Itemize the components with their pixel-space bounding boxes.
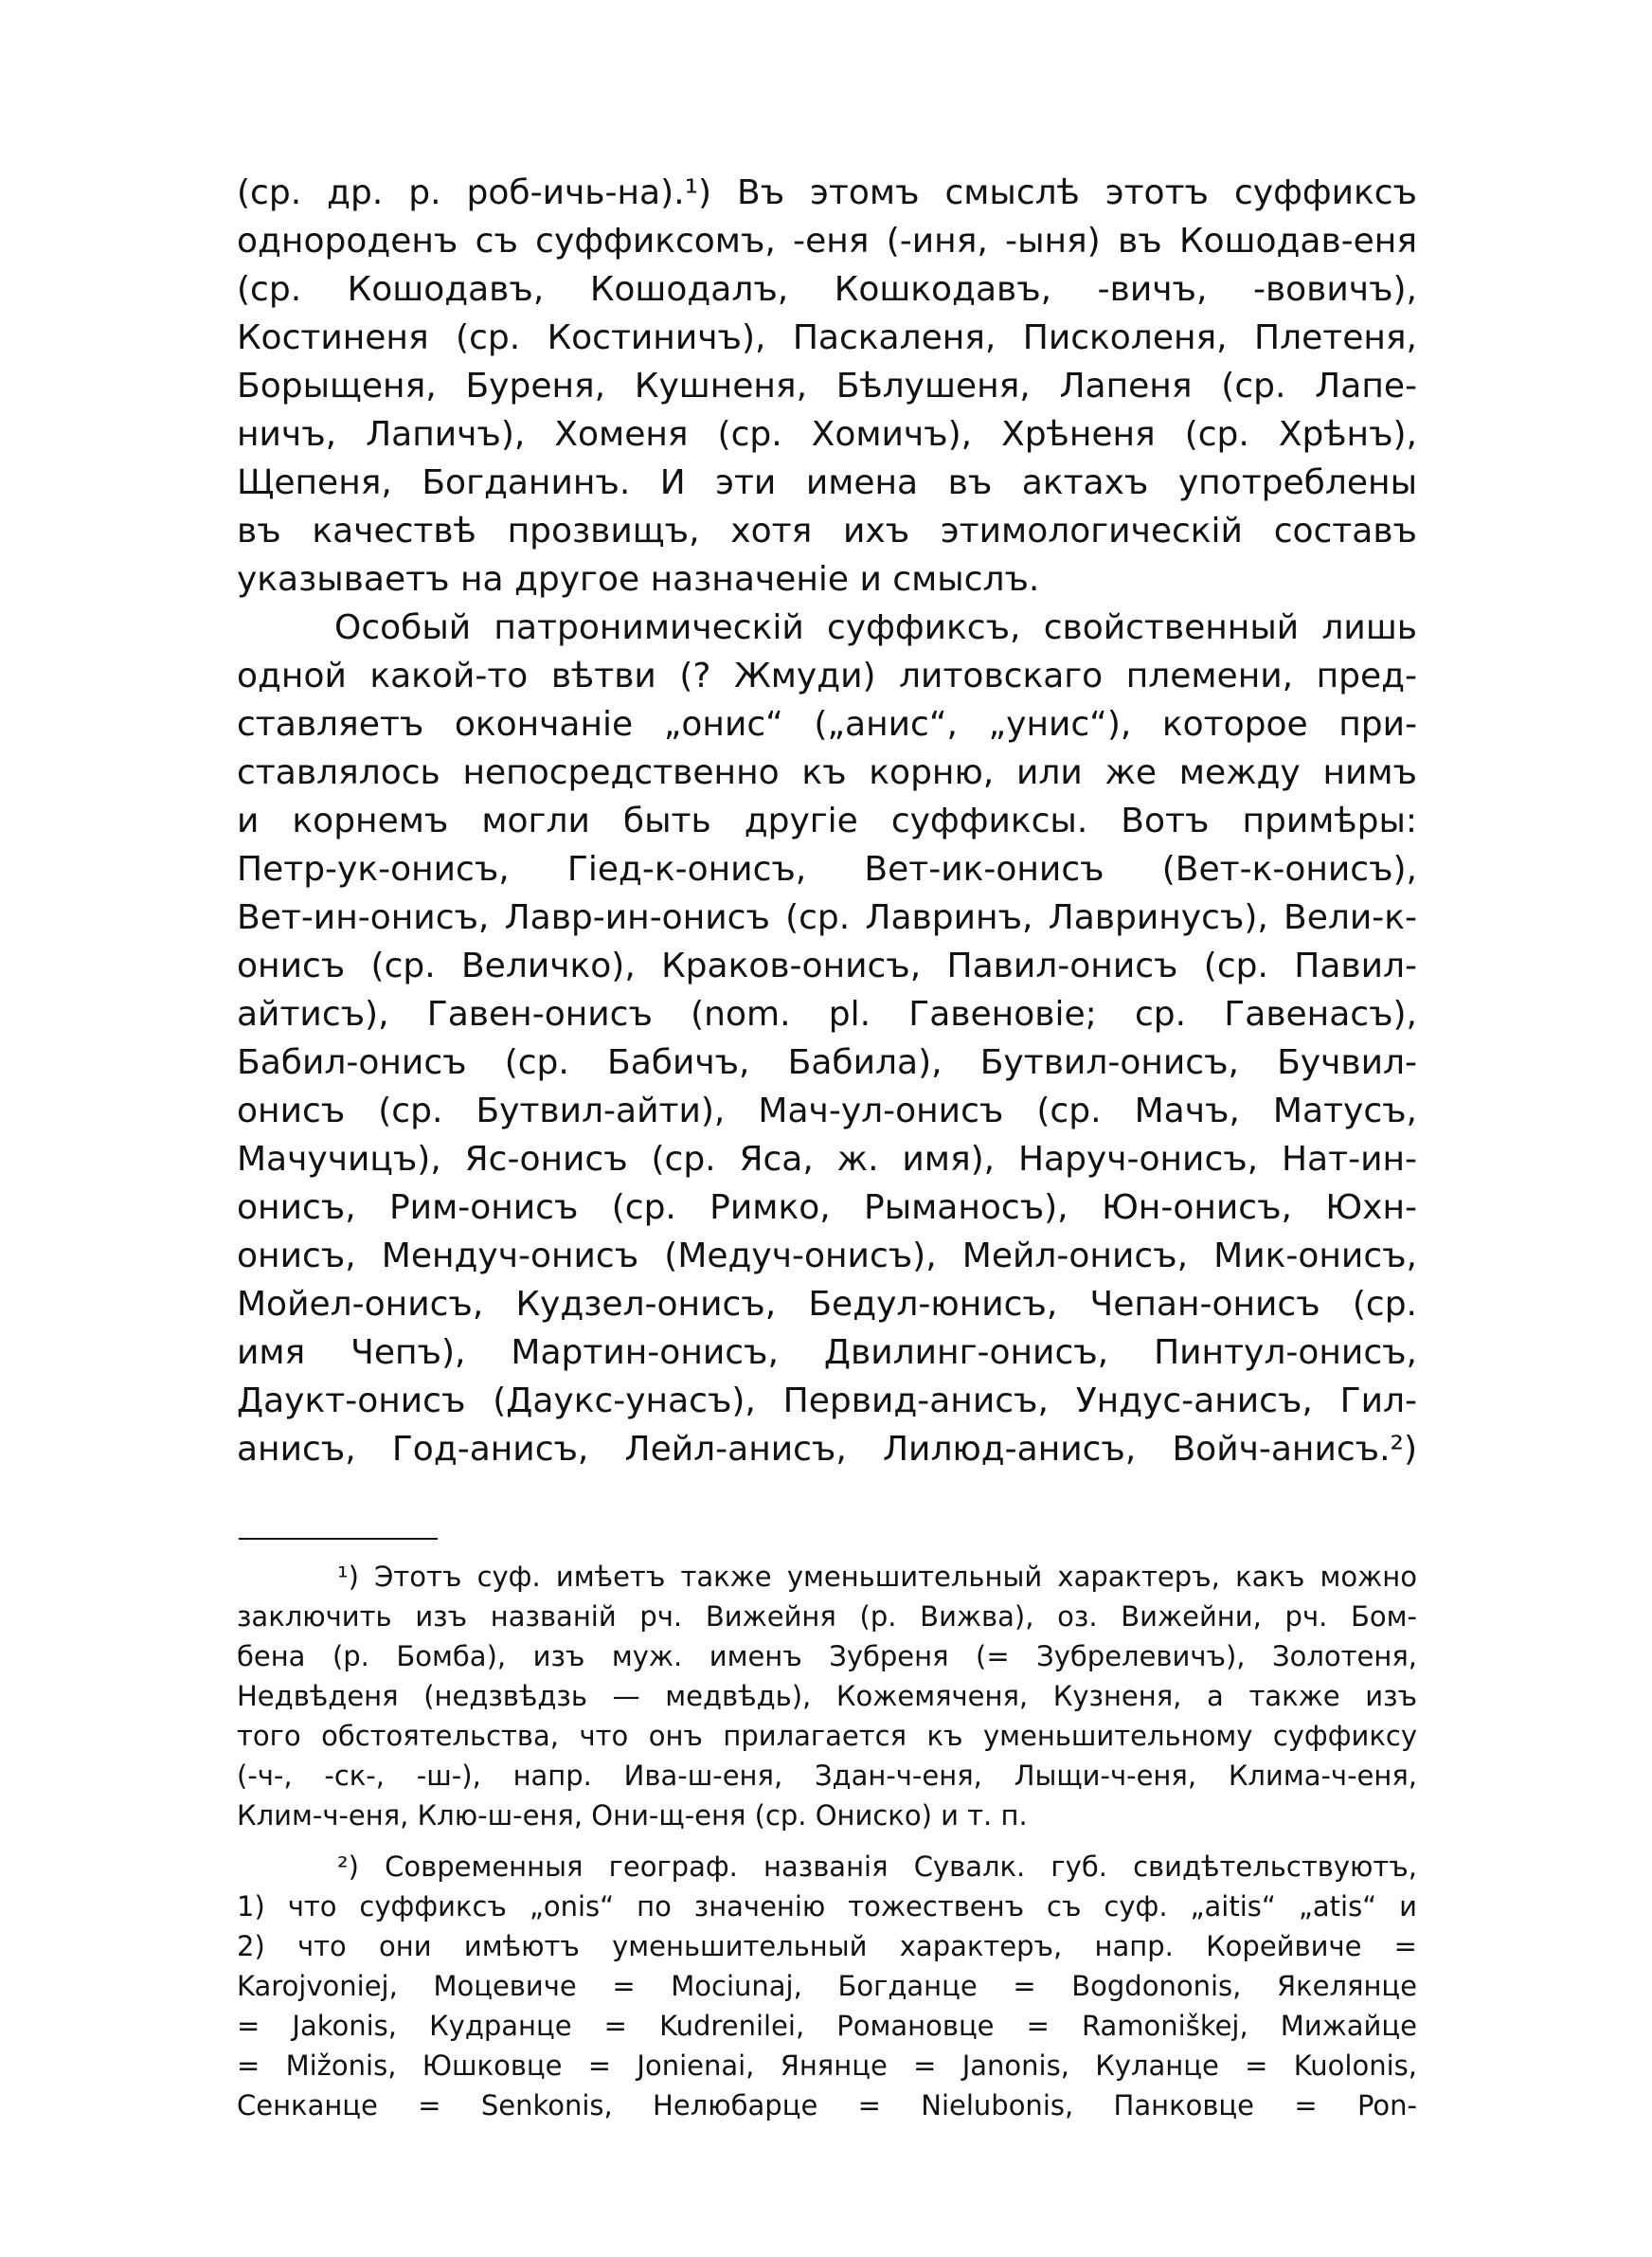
text-line: Борыщеня, Буреня, Кушненя, Бѣлушеня, Лапеня (ср. Лапе-	[237, 367, 1417, 406]
footnotes	[237, 1557, 1417, 2125]
text-line: Щепеня, Богданинъ. И эти имена въ актахъ употреблены	[237, 463, 1417, 502]
text-line: Особый патронимическiй суффиксъ, свойственный лишь	[334, 608, 1417, 647]
text-line: онисъ (ср. Величко), Краков-онисъ, Павил-онисъ (ср. Павил-	[237, 947, 1417, 985]
text-line: Вет-ин-онисъ, Лавр-ин-онисъ (ср. Лавринъ, Лавринусъ), Вели-к-	[237, 898, 1417, 937]
text-line: Петр-ук-онисъ, Гiед-к-онисъ, Вет-ик-онисъ (Вет-к-онисъ),	[237, 850, 1417, 889]
text-line: Даукт-онисъ (Даукс-унасъ), Первид-анисъ, Ундус-анисъ, Гил-	[237, 1381, 1417, 1420]
footnote-line: ²) Современныя географ. названiя Сувалк. губ. свидѣтельствуютъ,	[337, 1851, 1417, 1883]
footnote-line: бена (р. Бомба), изъ муж. именъ Зубреня (= Зубрелевичъ), Золотеня,	[237, 1640, 1417, 1672]
text-line: Мойел-онисъ, Кудзел-онисъ, Бедул-юнисъ, Чепан-онисъ (ср.	[237, 1285, 1417, 1324]
text-line: ставляетъ окончанiе „онис“ („анис“, „унис“), которое при-	[237, 705, 1417, 744]
footnote-line: того обстоятельства, что онъ прилагается къ уменьшительному суффиксу	[237, 1720, 1417, 1752]
text-line: анисъ, Год-анисъ, Лейл-анисъ, Лилюд-анисъ, Войч-анисъ.²)	[237, 1430, 1417, 1469]
text-line: (ср. др. р. роб-ичь-на).¹) Въ этомъ смыслѣ этотъ суффиксъ	[237, 173, 1417, 212]
footnote-line: 2) что они имѣютъ уменьшительный характеръ, напр. Корейвиче =	[237, 1930, 1417, 1962]
footnote-line: (-ч-, -ск-, -ш-), напр. Ива-ш-еня, Здан-ч-еня, Лыщи-ч-еня, Клима-ч-еня,	[237, 1760, 1417, 1792]
text-line: и корнемъ могли быть другiе суффиксы. Вотъ примѣры:	[237, 802, 1417, 840]
main-text	[237, 169, 1417, 1473]
footnote-line: Клим-ч-еня, Клю-ш-еня, Они-щ-еня (ср. Ониско) и т. п.	[237, 1799, 1028, 1832]
footnote-line: = Jakonis, Кудранце = Kudrenilei, Романовце = Ramoniškej, Мижайце	[237, 2010, 1417, 2042]
text-line: онисъ, Рим-онисъ (ср. Римко, Рыманосъ), Юн-онисъ, Юхн-	[237, 1188, 1417, 1227]
text-line: ничъ, Лапичъ), Хоменя (ср. Хомичъ), Хрѣненя (ср. Хрѣнъ),	[237, 415, 1417, 454]
footnote-line: = Mižonis, Юшковце = Jonienai, Янянце = Janonis, Куланце = Kuolonis,	[237, 2049, 1417, 2082]
footnote-1	[237, 1557, 1417, 1835]
footnote-divider	[239, 1538, 438, 1540]
text-line: Бабил-онисъ (ср. Бабичъ, Бабила), Бутвил-онисъ, Бучвил-	[237, 1043, 1417, 1082]
footnote-line: ¹) Этотъ суф. имѣетъ также уменьшительный характеръ, какъ можно	[337, 1561, 1417, 1593]
footnote-line: Недвѣденя (недзвѣдзь — медвѣдь), Кожемяченя, Кузненя, а также изъ	[237, 1680, 1417, 1712]
text-line: айтисъ), Гавен-онисъ (nom. pl. Гавеновiе; ср. Гавенасъ),	[237, 995, 1417, 1034]
text-line: указываетъ на другое назначенiе и смыслъ.	[237, 560, 1040, 599]
text-line: онисъ (ср. Бутвил-айти), Мач-ул-онисъ (ср. Мачъ, Матусъ,	[237, 1092, 1417, 1130]
text-line: (ср. Кошодавъ, Кошодалъ, Кошкодавъ, -вичъ, -вовичъ),	[237, 270, 1417, 309]
footnote-2	[237, 1847, 1417, 2125]
footnote-line: заключить изъ названiй рч. Вижейня (р. Вижва), оз. Вижейни, рч. Бом-	[237, 1600, 1417, 1633]
footnote-line: Karojvoniej, Моцевиче = Mociunaj, Богданце = Bogdononis, Якелянце	[237, 1970, 1417, 2002]
text-line: однороденъ съ суффиксомъ, -еня (-иня, -ыня) въ Кошодав-еня	[237, 222, 1417, 261]
text-line: одной какой-то вѣтви (? Жмуди) литовскаго племени, пред-	[237, 657, 1417, 695]
text-line: Костиненя (ср. Костиничъ), Паскаленя, Писколеня, Плетеня,	[237, 318, 1417, 357]
footnote-line: 1) что суффиксъ „onis“ по значенiю тожественъ съ суф. „aitis“ „atis“ и	[237, 1890, 1417, 1923]
text-line: имя Чепъ), Мартин-онисъ, Двилинг-онисъ, Пинтул-онисъ,	[237, 1333, 1417, 1372]
text-line: ставлялось непосредственно къ корню, или же между нимъ	[237, 753, 1417, 792]
footnote-line: Сенканце = Senkonis, Нелюбарце = Nielubonis, Панковце = Pon-	[237, 2089, 1417, 2122]
text-line: онисъ, Мендуч-онисъ (Медуч-онисъ), Мейл-онисъ, Мик-онисъ,	[237, 1237, 1417, 1275]
text-line: въ качествѣ прозвищъ, хотя ихъ этимологическiй составъ	[237, 512, 1417, 551]
text-line: Мачучицъ), Яс-онисъ (ср. Яса, ж. имя), Наруч-онисъ, Нат-ин-	[237, 1140, 1417, 1179]
